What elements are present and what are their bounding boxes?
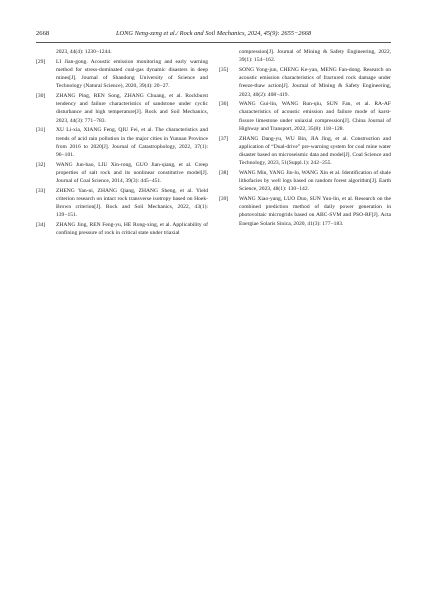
reference-text: 2023, 44(4): 1230−1244. — [56, 49, 112, 55]
reference-text: ZHANG Ping, REN Song, ZHANG Chuang, et al. Rockburst tendency and failure characteristics of sandstone under cyclic disturbance and high temperature[J]. Rock and Soil Mechanics, 2023, 44(3): 771−783. — [56, 93, 208, 124]
reference-item — [219, 195, 391, 228]
reference-text: ZHANG Dang-yu, WU Bin, JIA Jing, et al. Construction and application of “Dual-drive” pre-warning system for coal mine water disaster based on microseismic data and model[J]. Coal Science and Technology, 2023, 51(Suppl.1): 242−255. — [239, 135, 391, 167]
reference-text: ZHANG Jing, REN Feng-yu, HE Rong-xing, et al. Applicability of confining pressure of rock in critical state under triaxial — [56, 222, 208, 237]
reference-text: SONG Yong-jun, CHENG Ke-yan, MENG Fan-dong. Research on acoustic emission characteristics of fractured rock damage under freeze-thaw action[J]. Journal of Mining & Safety Engineering, 2023, 40(2): 408−419. — [239, 66, 391, 98]
reference-list-right-column — [219, 48, 391, 229]
page-number: 2668 — [36, 30, 50, 37]
reference-item — [36, 187, 208, 220]
reference-item — [219, 135, 391, 168]
reference-item — [36, 48, 208, 56]
reference-number: [39] — [219, 195, 229, 202]
reference-item — [36, 126, 208, 159]
reference-number: [33] — [36, 187, 46, 194]
page-header — [36, 28, 391, 40]
reference-text: XU Li-xia, XIANG Feng, QIU Fei, et al. The characteristics and trends of acid rain pollution in the major cities in Yunnan Province from 2016 to 2020[J]. Journal of Catastrophology, 2022, 37(1): 96−101. — [56, 127, 208, 158]
reference-item — [36, 161, 208, 186]
header-rule — [36, 42, 391, 43]
reference-number: [32] — [36, 161, 46, 168]
reference-number: [29] — [36, 58, 46, 65]
reference-text: WANG Gui-lin, WANG Run-qiu, SUN Fan, et al. RA-AF characteristics of acoustic emission and failure mode of karst-fissure limestone under uniaxial compression[J]. China Journal of Highway and Transport, 2022, 35(8): 118−128. — [239, 101, 391, 132]
reference-text: WANG Xiao-yang, LUO Duo, SUN Yun-lin, et al. Research on the combined prediction method of daily power generation in photovoltaic microgrids based on ABC-SVM and PSO-RF[J]. Acta Energiae Solaris Sinica, 2020, 41(3): 177−183. — [239, 195, 391, 227]
reference-item — [219, 100, 391, 133]
running-head: LONG Neng-zeng et al./ Rock and Soil Mechanics, 2024, 45(9): 2655−2668 — [115, 30, 312, 37]
reference-number: [30] — [36, 93, 46, 100]
reference-number: [36] — [219, 101, 229, 108]
reference-item — [219, 48, 391, 64]
reference-text: ZHENG Yan-ni, ZHANG Qiang, ZHANG Sheng, et al. Yield criterion research on intact rock transverse isotropy based on Hoek-Brown criterion[J]. Rock and Soil Mechanics, 2022, 43(1): 139−151. — [56, 187, 208, 219]
reference-item — [219, 66, 391, 99]
reference-item — [36, 221, 208, 237]
reference-text: WANG Jun-bao, LIU Xin-rong, GUO Jian-qiang, et al. Creep properties of salt rock and its nonlinear constitutive model[J]. Journal of Coal Science, 2014, 39(3): 445−451. — [56, 161, 208, 185]
reference-number: [31] — [36, 127, 46, 134]
reference-item — [36, 58, 208, 91]
reference-text: WANG Min, YANG Jin-lu, WANG Xin et al. Identification of shale lithofacies by well logs based on random forest algorithm[J]. Earth Science, 2023, 48(1): 130−142. — [239, 169, 391, 193]
reference-number: [37] — [219, 135, 229, 142]
reference-item — [36, 92, 208, 125]
reference-number: [35] — [219, 66, 229, 73]
reference-number: [34] — [36, 222, 46, 229]
reference-list-left-column — [36, 48, 208, 239]
reference-text: compression[J]. Journal of Mining & Safety Engineering, 2022, 39(1): 154−162. — [239, 49, 391, 64]
reference-item — [219, 169, 391, 194]
reference-text: LI Jian-gong. Acoustic emission monitoring and early warning method for stress-dominated coal-gas dynamic disasters in deep mines[J]. Journal of Shandong University of Science and Technology (Natural Science), 2020, 39(4): 20−27. — [56, 58, 208, 90]
reference-number: [38] — [219, 169, 229, 176]
